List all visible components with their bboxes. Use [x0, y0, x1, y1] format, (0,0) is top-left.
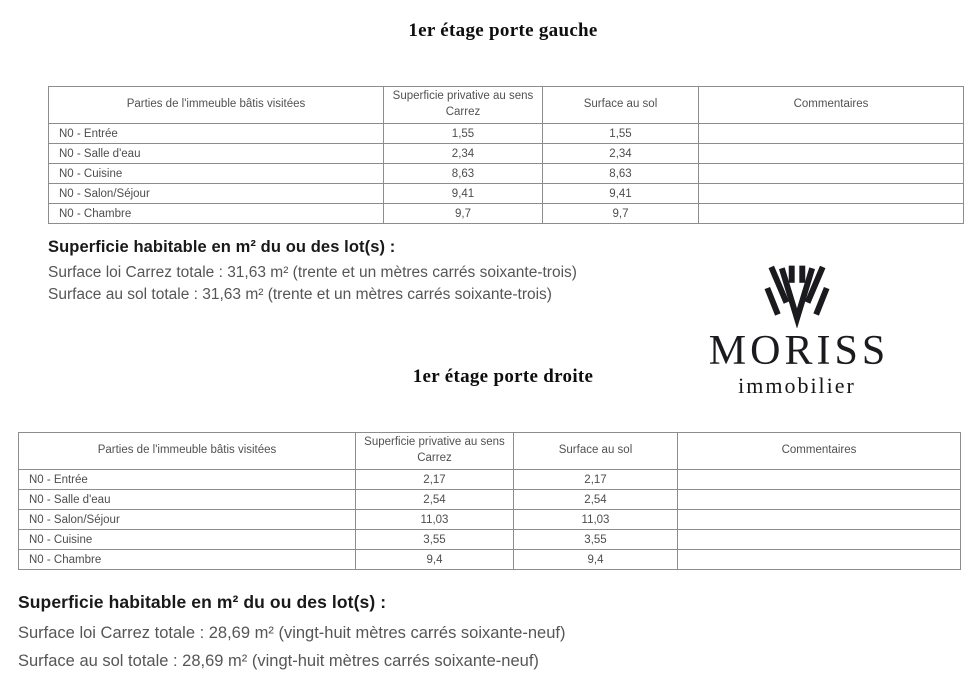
cell-part: N0 - Salon/Séjour	[49, 184, 384, 204]
table-row	[49, 204, 964, 224]
col-header-surface-sol: Surface au sol	[543, 87, 699, 124]
table-row	[19, 470, 961, 490]
cell-sol: 2,17	[514, 470, 678, 490]
cell-carrez: 2,17	[356, 470, 514, 490]
cell-sol: 8,63	[543, 164, 699, 184]
summary-title: Superficie habitable en m² du ou des lot(s) :	[18, 592, 387, 612]
cell-part: N0 - Salle d'eau	[19, 490, 356, 510]
sol-total-line: Surface au sol totale : 31,63 m² (trente et un mètres carrés soixante-trois)	[48, 286, 552, 303]
table-row	[49, 184, 964, 204]
cell-part: N0 - Chambre	[49, 204, 384, 224]
cell-sol: 9,41	[543, 184, 699, 204]
col-header-commentaires: Commentaires	[678, 433, 961, 470]
cell-sol: 9,7	[543, 204, 699, 224]
section1-heading: 1er étage porte gauche	[408, 20, 598, 41]
cell-part: N0 - Entrée	[19, 470, 356, 490]
col-header-carrez: Superficie privative au sens Carrez	[356, 433, 514, 470]
table-row	[19, 530, 961, 550]
cell-part: N0 - Cuisine	[49, 164, 384, 184]
col-header-parties: Parties de l'immeuble bâtis visitées	[49, 87, 384, 124]
table-row	[49, 164, 964, 184]
table-row	[19, 550, 961, 570]
cell-part: N0 - Entrée	[49, 124, 384, 144]
cell-carrez: 2,34	[384, 144, 543, 164]
table-row	[49, 124, 964, 144]
table-row	[19, 510, 961, 530]
carrez-total-line: Surface loi Carrez totale : 28,69 m² (vingt-huit mètres carrés soixante-neuf)	[18, 624, 566, 642]
cell-sol: 11,03	[514, 510, 678, 530]
sol-total-line: Surface au sol totale : 28,69 m² (vingt-huit mètres carrés soixante-neuf)	[18, 652, 539, 670]
cell-comment	[699, 164, 964, 184]
col-header-surface-sol: Surface au sol	[514, 433, 678, 470]
section1-measurement-table	[48, 86, 964, 224]
cell-carrez: 1,55	[384, 124, 543, 144]
col-header-parties: Parties de l'immeuble bâtis visitées	[19, 433, 356, 470]
cell-sol: 3,55	[514, 530, 678, 550]
section2-measurement-table	[18, 432, 961, 570]
carrez-total-line: Surface loi Carrez totale : 31,63 m² (trente et un mètres carrés soixante-trois)	[48, 264, 577, 281]
cell-carrez: 9,7	[384, 204, 543, 224]
cell-part: N0 - Cuisine	[19, 530, 356, 550]
cell-sol: 9,4	[514, 550, 678, 570]
cell-part: N0 - Chambre	[19, 550, 356, 570]
cell-comment	[678, 550, 961, 570]
cell-comment	[678, 530, 961, 550]
cell-carrez: 2,54	[356, 490, 514, 510]
section1-summary	[48, 238, 577, 306]
table-row	[19, 490, 961, 510]
table-row	[49, 144, 964, 164]
section2-summary	[18, 592, 565, 675]
cell-carrez: 11,03	[356, 510, 514, 530]
cell-part: N0 - Salon/Séjour	[19, 510, 356, 530]
col-header-carrez: Superficie privative au sens Carrez	[384, 87, 543, 124]
cell-comment	[678, 510, 961, 530]
cell-carrez: 9,4	[356, 550, 514, 570]
moriss-logo-mark-icon	[764, 264, 830, 328]
cell-sol: 2,54	[514, 490, 678, 510]
cell-carrez: 3,55	[356, 530, 514, 550]
cell-comment	[699, 204, 964, 224]
cell-sol: 2,34	[543, 144, 699, 164]
cell-comment	[678, 490, 961, 510]
summary-title: Superficie habitable en m² du ou des lot(s) :	[48, 238, 396, 256]
table-header-row	[49, 87, 964, 124]
table-header-row	[19, 433, 961, 470]
cell-part: N0 - Salle d'eau	[49, 144, 384, 164]
cell-comment	[699, 184, 964, 204]
cell-sol: 1,55	[543, 124, 699, 144]
cell-carrez: 9,41	[384, 184, 543, 204]
col-header-commentaires: Commentaires	[699, 87, 964, 124]
cell-comment	[699, 144, 964, 164]
cell-carrez: 8,63	[384, 164, 543, 184]
section2-heading: 1er étage porte droite	[412, 366, 594, 387]
cell-comment	[678, 470, 961, 490]
logo-tagline: immobilier	[738, 373, 856, 398]
cell-comment	[699, 124, 964, 144]
logo-wordmark: MORISS	[708, 328, 890, 374]
